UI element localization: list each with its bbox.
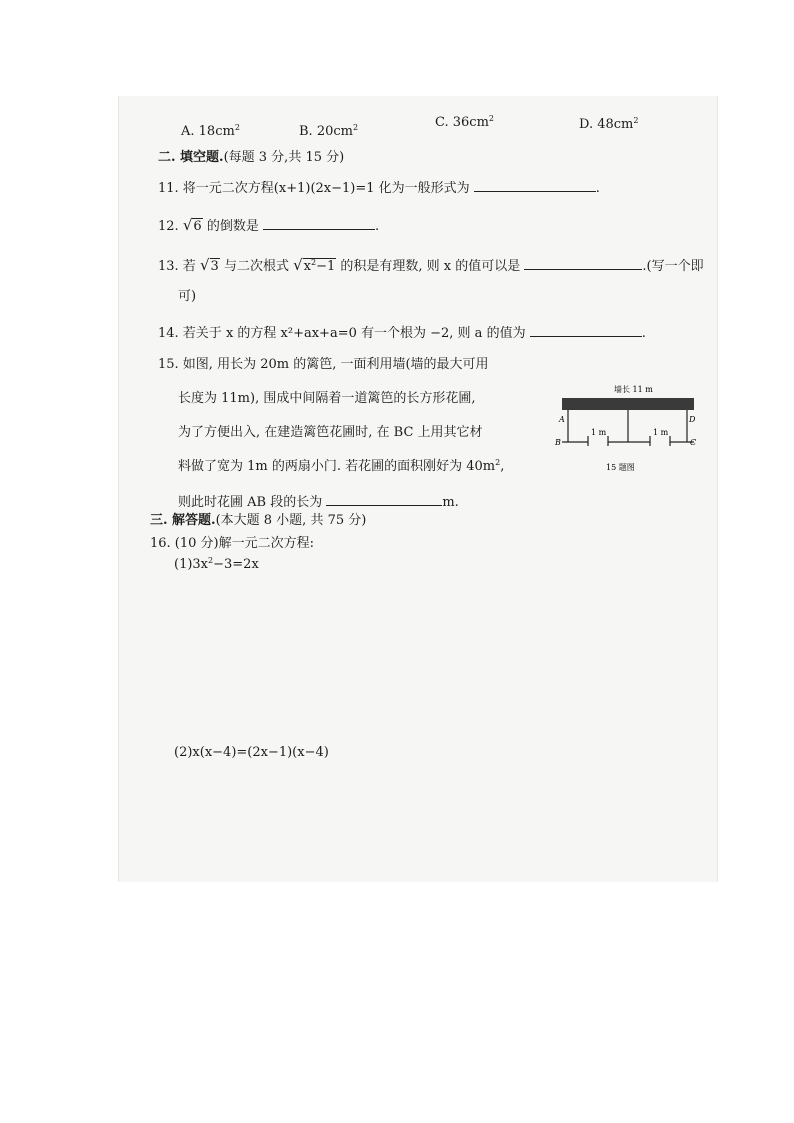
answer-blank-12[interactable] bbox=[263, 217, 375, 230]
question-12: 12. √6 的倒数是 . bbox=[158, 216, 380, 234]
question-15-line-4: 料做了宽为 1m 的两扇小门. 若花圃的面积刚好为 $40m^2$, bbox=[178, 458, 505, 474]
question-15-line-2: 长度为 11m), 围成中间隔着一道篱笆的长方形花圃, bbox=[178, 391, 476, 406]
figure-15-garden bbox=[548, 378, 704, 478]
sqrt-3: √3 bbox=[199, 256, 219, 274]
sqrt-6: √6 bbox=[182, 216, 202, 234]
label-b: B bbox=[555, 438, 561, 447]
question-15-line-5: 则此时花圃 AB 段的长为 m. bbox=[178, 495, 459, 510]
label-c: C bbox=[690, 438, 697, 447]
label-d: D bbox=[689, 415, 696, 424]
answer-blank-15[interactable] bbox=[326, 493, 442, 506]
sqrt-x2-minus-1: $√x^2-1$ bbox=[293, 256, 336, 274]
section-3-heading: 三. 解答题.(本大题 8 小题, 共 75 分) bbox=[150, 513, 367, 528]
option-b: B. $20cm^2$ bbox=[299, 123, 359, 139]
answer-blank-11[interactable] bbox=[474, 179, 596, 192]
scanned-page bbox=[118, 96, 718, 882]
wall-length-label: 墙长 11 m bbox=[614, 385, 653, 394]
wall bbox=[562, 398, 694, 410]
answer-blank-14[interactable] bbox=[530, 324, 642, 337]
option-a: A. $18cm^2$ bbox=[181, 123, 240, 139]
door-2-label: 1 m bbox=[653, 428, 669, 437]
figure-caption: 15 题图 bbox=[606, 463, 635, 472]
question-14: 14. 若关于 x 的方程 x²+ax+a=0 有一个根为 −2, 则 a 的值为 . bbox=[158, 326, 646, 341]
question-16-part-2: (2)x(x−4)=(2x−1)(x−4) bbox=[174, 745, 329, 760]
question-11: 11. 将一元二次方程(x+1)(2x−1)=1 化为一般形式为 . bbox=[158, 181, 600, 196]
option-c: C. $36cm^2$ bbox=[435, 114, 494, 130]
door-1-label: 1 m bbox=[591, 428, 607, 437]
option-d: D. $48cm^2$ bbox=[579, 116, 639, 132]
question-13-continued: 可) bbox=[178, 289, 197, 304]
question-13: 13. 若 √3 与二次根式 $√x^2-1$ 的积是有理数, 则 x 的值可以是 .(写一个即 bbox=[158, 256, 704, 274]
question-16-header: 16. (10 分)解一元二次方程: bbox=[150, 536, 315, 551]
section-2-heading: 二. 填空题.(每题 3 分,共 15 分) bbox=[158, 150, 345, 165]
answer-blank-13[interactable] bbox=[524, 257, 642, 270]
question-15-line-3: 为了方便出入, 在建造篱笆花圃时, 在 BC 上用其它材 bbox=[178, 425, 483, 440]
question-15-line-1: 15. 如图, 用长为 20m 的篱笆, 一面利用墙(墙的最大可用 bbox=[158, 357, 489, 372]
label-a: A bbox=[559, 415, 565, 424]
question-16-part-1: $(1)3x^2-3=2x$ bbox=[174, 556, 259, 572]
